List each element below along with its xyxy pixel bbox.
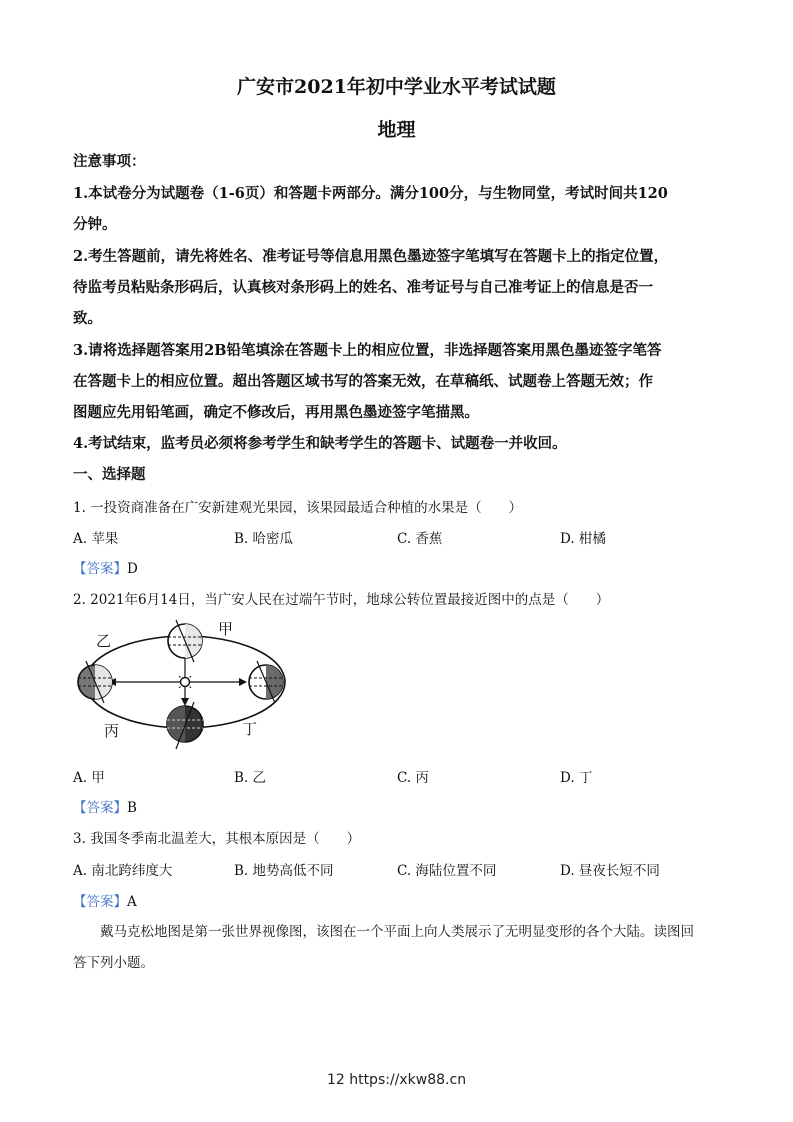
notice-line: 图题应先用铅笔画，确定不修改后，再用黑色墨迹签字笔描黑。 xyxy=(73,404,479,421)
label-jia: 甲 xyxy=(218,620,234,638)
earth-orbit-diagram xyxy=(70,612,290,752)
option-b: B. 乙 xyxy=(234,770,267,786)
answer-value: A xyxy=(127,894,137,910)
notice-line: 2.考生答题前，请先将姓名、准考证号等信息用黑色墨迹签字笔填写在答题卡上的指定位置， xyxy=(73,248,669,265)
page-footer: 12 https://xkw88.cn xyxy=(326,1072,467,1088)
notice-line: 待监考员粘贴条形码后，认真核对条形码上的姓名、准考证号与自己准考证上的信息是否一 xyxy=(73,279,653,296)
passage-line: 答下列小题。 xyxy=(73,955,154,971)
option-a: A. 甲 xyxy=(73,770,105,786)
notice-line: 在答题卡上的相应位置。超出答题区域书写的答案无效，在草稿纸、试题卷上答题无效；作 xyxy=(73,373,653,390)
notice-line: 致。 xyxy=(73,310,102,327)
question-stem: 3. 我国冬季南北温差大，其根本原因是（ ） xyxy=(73,831,361,847)
option-d: D. 柑橘 xyxy=(560,531,606,547)
page-title: 广安市2021年初中学业水平考试试题 xyxy=(237,76,556,98)
question-stem: 1. 一投资商准备在广安新建观光果园，该果园最适合种植的水果是（ ） xyxy=(73,500,523,516)
arrow-head xyxy=(239,678,247,686)
notice-heading: 注意事项： xyxy=(73,153,146,170)
notice-line: 4.考试结束，监考员必须将参考学生和缺考学生的答题卡、试题卷一并收回。 xyxy=(73,435,567,452)
option-a: A. 南北跨纬度大 xyxy=(73,863,173,879)
section-heading: 一、选择题 xyxy=(73,466,146,483)
notice-line: 1.本试卷分为试题卷（1-6页）和答题卡两部分。满分100分，与生物同堂，考试时间共120 xyxy=(73,185,668,202)
arrow-head xyxy=(181,698,189,706)
label-ding: 丁 xyxy=(242,720,258,738)
answer-line xyxy=(73,557,138,577)
answer-tag: 【答案】 xyxy=(73,894,127,910)
option-b: B. 地势高低不同 xyxy=(234,863,334,879)
answer-tag: 【答案】 xyxy=(73,561,127,577)
option-a: A. 苹果 xyxy=(73,531,119,547)
option-d: D. 丁 xyxy=(560,770,593,786)
option-c: C. 丙 xyxy=(397,770,429,786)
answer-value: D xyxy=(127,561,138,577)
option-d: D. 昼夜长短不同 xyxy=(560,863,660,879)
label-bing: 丙 xyxy=(104,722,120,740)
earth-left xyxy=(78,661,112,703)
earth-top xyxy=(168,620,202,662)
label-yi: 乙 xyxy=(96,632,112,650)
answer-line xyxy=(73,796,137,816)
question-stem: 2. 2021年6月14日，当广安人民在过端午节时，地球公转位置最接近图中的点是（ ） xyxy=(73,592,610,608)
notice-line: 3.请将选择题答案用2B铅笔填涂在答题卡上的相应位置，非选择题答案用黑色墨迹签字笔答 xyxy=(73,342,662,359)
earth-right xyxy=(249,661,283,703)
answer-line xyxy=(73,890,137,910)
notice-line: 分钟。 xyxy=(73,216,117,233)
answer-value: B xyxy=(127,800,137,816)
answer-tag: 【答案】 xyxy=(73,800,127,816)
option-c: C. 香蕉 xyxy=(397,531,443,547)
option-c: C. 海陆位置不同 xyxy=(397,863,497,879)
subject-title: 地理 xyxy=(377,119,416,141)
earth-bottom xyxy=(167,702,203,749)
passage-line: 戴马克松地图是第一张世界视像图，该图在一个平面上向人类展示了无明显变形的各个大陆。读图回 xyxy=(100,924,694,940)
option-b: B. 哈密瓜 xyxy=(234,531,294,547)
